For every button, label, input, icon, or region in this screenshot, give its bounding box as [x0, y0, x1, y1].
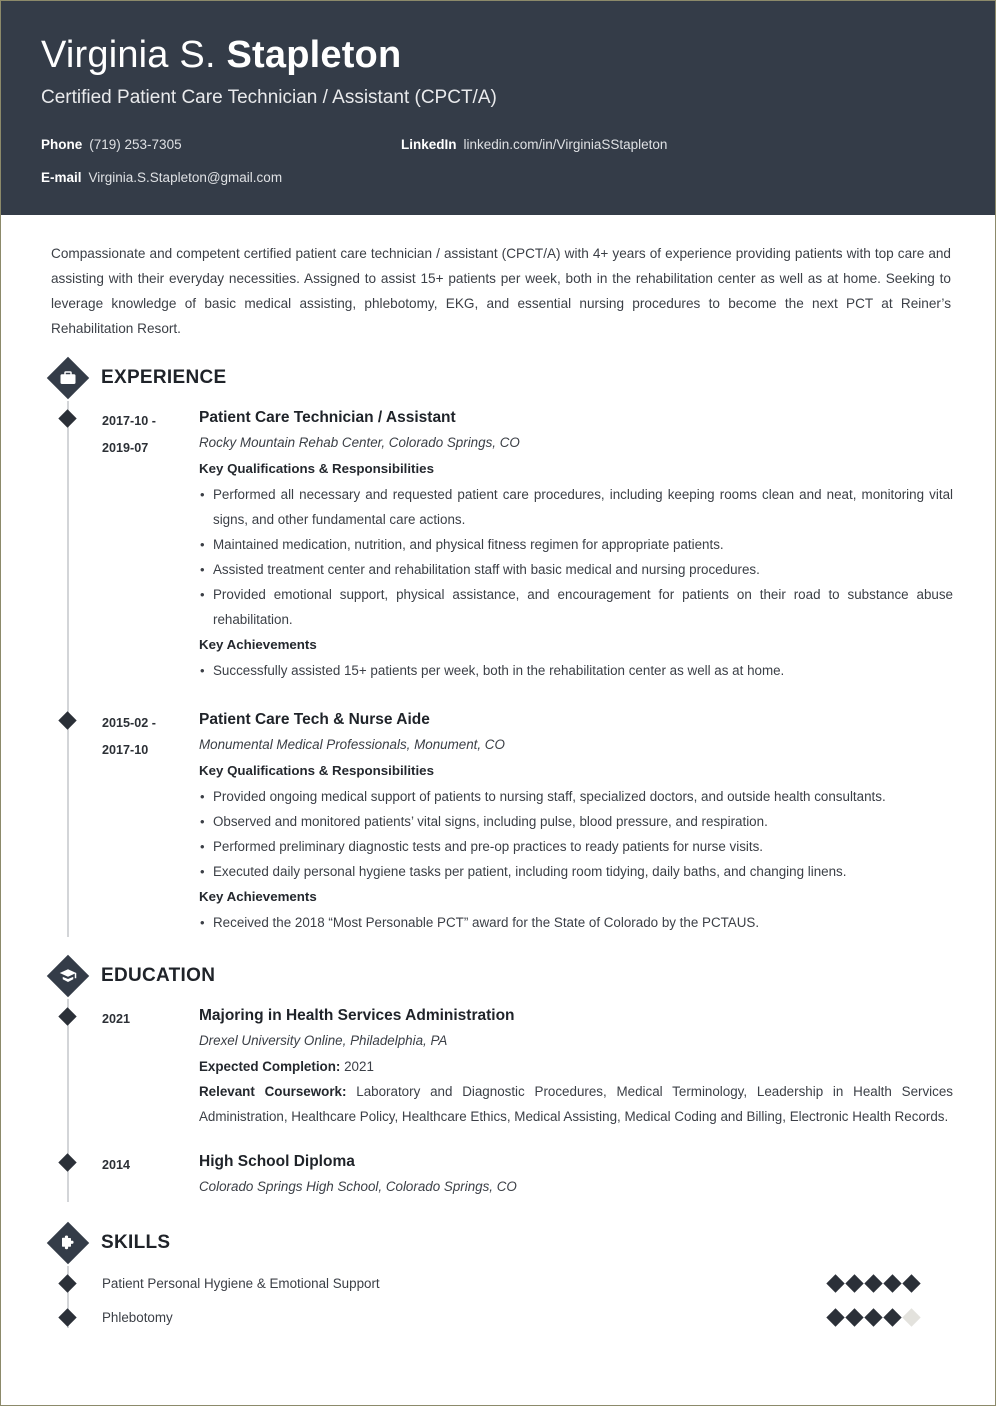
experience-content: [199, 703, 955, 935]
puzzle-piece-icon: [49, 1224, 87, 1262]
candidate-first-name: Virginia S.: [41, 34, 227, 76]
achievements-heading: Key Achievements: [199, 889, 317, 904]
contact-row-2: [41, 168, 955, 188]
education-coursework: [199, 1079, 953, 1129]
contact-row-1: [41, 135, 955, 155]
achievements-heading: Key Achievements: [199, 637, 317, 652]
professional-summary: Compassionate and competent certified patient care technician / assistant (CPCT/A) with 4+ years of experience providing patients with top care and assisting with their everyday necessities. Assigned to assist 15+ patients per week, both in the rehabilitation center as well as at home. Seeking to leverage knowledge of basic medical assisting, phlebotomy, EKG, and essential nursing procedures to become the next PCT at Reiner’s Rehabilitation Resort.: [51, 246, 951, 336]
education-section-header: [49, 953, 955, 999]
timeline-marker-icon: [58, 1007, 76, 1025]
skill-row: [49, 1300, 955, 1334]
email-contact: [41, 168, 401, 188]
qualifications-heading: Key Qualifications & Responsibilities: [199, 461, 434, 476]
rating-diamond-filled: [826, 1274, 844, 1292]
experience-section: [41, 355, 955, 937]
skills-title: SKILLS: [101, 1232, 171, 1253]
experience-date: [102, 401, 199, 683]
list-item: • Successfully assisted 15+ patients per week, both in the rehabilitation center as well as at home.: [199, 658, 953, 683]
candidate-last-name: Stapleton: [226, 34, 402, 76]
qualifications-heading: Key Qualifications & Responsibilities: [199, 763, 434, 778]
list-item: • Maintained medication, nutrition, and physical fitness regimen for appropriate patients.: [199, 532, 953, 557]
list-item: • Provided ongoing medical support of patients to nursing staff, specialized doctors, and outside health consultants.: [199, 784, 953, 809]
linkedin-contact: [401, 135, 667, 155]
experience-entry: [49, 401, 955, 685]
rating-diamond-filled: [864, 1274, 882, 1292]
education-date: 2021: [102, 1012, 131, 1026]
candidate-job-title: Certified Patient Care Technician / Assistant (CPCT/A): [41, 87, 497, 108]
linkedin-label: LinkedIn: [401, 137, 457, 152]
phone-label: Phone: [41, 137, 83, 152]
timeline-marker-icon: [58, 1308, 76, 1326]
skill-row: [49, 1266, 955, 1300]
experience-org: Rocky Mountain Rehab Center, Colorado Springs, CO: [199, 435, 520, 450]
skills-list: [49, 1266, 955, 1334]
skill-name: Patient Personal Hygiene & Emotional Support: [102, 1275, 380, 1291]
rating-diamond-filled: [826, 1308, 844, 1326]
contact-details: [41, 135, 955, 188]
experience-role: Patient Care Technician / Assistant: [199, 409, 456, 426]
phone-value[interactable]: (719) 253-7305: [89, 137, 182, 152]
education-timeline: [49, 999, 955, 1202]
email-label: E-mail: [41, 170, 82, 185]
rating-diamond-filled: [883, 1274, 901, 1292]
graduation-cap-icon: [49, 957, 87, 995]
qualifications-list: [199, 784, 953, 884]
education-completion: [199, 1054, 953, 1079]
timeline-marker-icon: [58, 1274, 76, 1292]
timeline-marker-icon: [58, 1153, 76, 1171]
rating-diamond-filled: [883, 1308, 901, 1326]
list-item: • Assisted treatment center and rehabilitation staff with basic medical and nursing procedures.: [199, 557, 953, 582]
education-entry: [49, 999, 955, 1131]
experience-section-header: [49, 355, 955, 401]
list-item: • Observed and monitored patients’ vital signs, including pulse, blood pressure, and respiration.: [199, 809, 953, 834]
education-degree: High School Diploma: [199, 1153, 355, 1170]
timeline-marker-icon: [58, 409, 76, 427]
education-completion-value: 2021: [344, 1059, 374, 1074]
rating-diamond-filled: [845, 1274, 863, 1292]
education-coursework-label: Relevant Coursework:: [199, 1084, 347, 1099]
resume-body: [1, 241, 995, 1334]
list-item: • Performed preliminary diagnostic tests and pre-op practices to ready patients for nurse visits.: [199, 834, 953, 859]
education-date: 2014: [102, 1158, 131, 1172]
list-item: • Performed all necessary and requested patient care procedures, including keeping rooms clean and neat, monitoring vital signs, and other fundamental care actions.: [199, 482, 953, 532]
list-item: • Provided emotional support, physical assistance, and encouragement for patients on their road to substance abuse rehabilitation.: [199, 582, 953, 632]
achievements-list: [199, 658, 953, 683]
qualifications-list: [199, 482, 953, 632]
education-title: EDUCATION: [101, 965, 216, 986]
skill-rating: [829, 1311, 918, 1324]
education-content: [199, 999, 955, 1129]
achievements-list: [199, 910, 953, 935]
education-school: Drexel University Online, Philadelphia, PA: [199, 1033, 448, 1048]
experience-org: Monumental Medical Professionals, Monument, CO: [199, 737, 505, 752]
list-item: • Executed daily personal hygiene tasks per patient, including room tidying, daily baths, and changing linens.: [199, 859, 953, 884]
rating-diamond-empty: [902, 1308, 920, 1326]
education-coursework-value: Laboratory and Diagnostic Procedures, Medical Terminology, Leadership in Health Services Administration, Healthcare Policy, Healthcare Ethics, Medical Assisting, Medical Coding and Billing, Electronic Health Records.: [199, 1084, 953, 1124]
skill-name: Phlebotomy: [102, 1309, 173, 1325]
experience-title: EXPERIENCE: [101, 367, 227, 388]
candidate-name: [41, 31, 955, 79]
rating-diamond-filled: [864, 1308, 882, 1326]
experience-timeline: [49, 401, 955, 937]
skill-rating: [829, 1277, 918, 1290]
list-item: • Received the 2018 “Most Personable PCT” award for the State of Colorado by the PCTAUS.: [199, 910, 953, 935]
phone-contact: [41, 135, 401, 155]
rating-diamond-filled: [902, 1274, 920, 1292]
education-completion-label: Expected Completion:: [199, 1059, 341, 1074]
experience-date-line2: 2017-10: [102, 743, 149, 757]
skills-section: [41, 1220, 955, 1334]
experience-role: Patient Care Tech & Nurse Aide: [199, 711, 430, 728]
experience-date-line1: 2015-02 -: [102, 716, 156, 730]
email-value[interactable]: Virginia.S.Stapleton@gmail.com: [88, 170, 283, 185]
experience-date: [102, 703, 199, 935]
experience-content: [199, 401, 955, 683]
linkedin-value[interactable]: linkedin.com/in/VirginiaSStapleton: [463, 137, 668, 152]
education-content: [199, 1145, 955, 1200]
resume-header: [1, 1, 995, 215]
experience-date-line1: 2017-10 -: [102, 414, 156, 428]
education-degree: Majoring in Health Services Administration: [199, 1007, 515, 1024]
education-section: [41, 953, 955, 1202]
skills-section-header: [49, 1220, 955, 1266]
experience-entry: [49, 685, 955, 937]
rating-diamond-filled: [845, 1308, 863, 1326]
education-school: Colorado Springs High School, Colorado Springs, CO: [199, 1179, 517, 1194]
experience-date-line2: 2019-07: [102, 441, 149, 455]
briefcase-icon: [49, 359, 87, 397]
education-entry: [49, 1131, 955, 1202]
timeline-marker-icon: [58, 711, 76, 729]
